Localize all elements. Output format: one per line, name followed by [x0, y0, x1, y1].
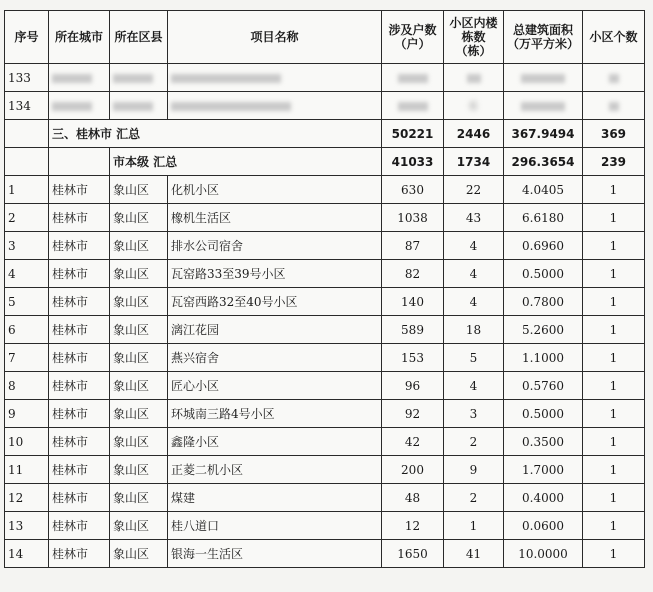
cell-district: 象山区 [110, 512, 168, 540]
cell-households: 1038 [382, 204, 444, 232]
cell-project: 漓江花园 [168, 316, 382, 344]
cell-project: 橡机生活区 [168, 204, 382, 232]
cell-project-obscured [168, 92, 382, 120]
cell-district: 象山区 [110, 372, 168, 400]
obscured-row [5, 64, 645, 92]
cell-no: 8 [5, 372, 49, 400]
cell-households: 140 [382, 288, 444, 316]
level-total-area: 296.3654 [504, 148, 583, 176]
cell-project: 排水公司宿舍 [168, 232, 382, 260]
cell-city: 桂林市 [49, 540, 110, 568]
cell-city: 桂林市 [49, 204, 110, 232]
cell-households: 48 [382, 484, 444, 512]
header-no: 序号 [5, 11, 49, 64]
cell-buildings: 6 [444, 92, 504, 120]
cell-no: 14 [5, 540, 49, 568]
cell-count: 1 [583, 176, 645, 204]
cell-district: 象山区 [110, 344, 168, 372]
cell-area: 0.4000 [504, 484, 583, 512]
cell-area-obscured [504, 92, 583, 120]
cell-buildings: 4 [444, 260, 504, 288]
table-row [5, 456, 645, 484]
cell-city: 桂林市 [49, 456, 110, 484]
cell-count: 1 [583, 484, 645, 512]
cell-count: 1 [583, 232, 645, 260]
cell-district: 象山区 [110, 428, 168, 456]
cell-buildings: 5 [444, 344, 504, 372]
cell-district-obscured [110, 92, 168, 120]
cell-empty [5, 120, 49, 148]
cell-district: 象山区 [110, 260, 168, 288]
level-total-buildings: 1734 [444, 148, 504, 176]
level-total-row [5, 148, 645, 176]
level-total-households: 41033 [382, 148, 444, 176]
cell-buildings: 43 [444, 204, 504, 232]
cell-city: 桂林市 [49, 260, 110, 288]
cell-area: 1.1000 [504, 344, 583, 372]
cell-project: 煤建 [168, 484, 382, 512]
cell-project-obscured [168, 64, 382, 92]
cell-district-obscured [110, 64, 168, 92]
cell-city: 桂林市 [49, 316, 110, 344]
table-row [5, 288, 645, 316]
cell-project: 银海一生活区 [168, 540, 382, 568]
cell-city: 桂林市 [49, 232, 110, 260]
cell-count: 1 [583, 428, 645, 456]
cell-households: 42 [382, 428, 444, 456]
cell-area-obscured [504, 64, 583, 92]
cell-count-obscured [583, 92, 645, 120]
cell-project: 鑫隆小区 [168, 428, 382, 456]
table-row [5, 316, 645, 344]
cell-count: 1 [583, 316, 645, 344]
cell-no: 3 [5, 232, 49, 260]
cell-city: 桂林市 [49, 400, 110, 428]
cell-count: 1 [583, 372, 645, 400]
table-row [5, 540, 645, 568]
table-row [5, 260, 645, 288]
cell-area: 10.0000 [504, 540, 583, 568]
cell-project: 正菱二机小区 [168, 456, 382, 484]
cell-project: 瓦窑西路32至40号小区 [168, 288, 382, 316]
cell-buildings: 2 [444, 484, 504, 512]
table-row [5, 344, 645, 372]
cell-count: 1 [583, 540, 645, 568]
cell-no: 6 [5, 316, 49, 344]
cell-households-obscured [382, 64, 444, 92]
cell-households-obscured [382, 92, 444, 120]
cell-buildings: 3 [444, 400, 504, 428]
cell-no: 4 [5, 260, 49, 288]
city-total-households: 50221 [382, 120, 444, 148]
table-row [5, 512, 645, 540]
cell-buildings: 4 [444, 232, 504, 260]
header-district: 所在区县 [110, 11, 168, 64]
cell-count-obscured [583, 64, 645, 92]
cell-city: 桂林市 [49, 512, 110, 540]
table-row [5, 232, 645, 260]
header-households: 涉及户数（户） [382, 11, 444, 64]
cell-no: 10 [5, 428, 49, 456]
cell-count: 1 [583, 512, 645, 540]
cell-project: 化机小区 [168, 176, 382, 204]
cell-project: 瓦窑路33至39号小区 [168, 260, 382, 288]
cell-buildings: 18 [444, 316, 504, 344]
cell-buildings: 22 [444, 176, 504, 204]
cell-district: 象山区 [110, 176, 168, 204]
cell-no: 11 [5, 456, 49, 484]
cell-no: 2 [5, 204, 49, 232]
cell-buildings: 2 [444, 428, 504, 456]
cell-area: 0.5000 [504, 260, 583, 288]
cell-households: 87 [382, 232, 444, 260]
cell-buildings: 41 [444, 540, 504, 568]
cell-households: 92 [382, 400, 444, 428]
cell-count: 1 [583, 400, 645, 428]
cell-no: 7 [5, 344, 49, 372]
cell-count: 1 [583, 260, 645, 288]
cell-city: 桂林市 [49, 372, 110, 400]
level-total-label: 市本级 汇总 [110, 148, 382, 176]
cell-buildings: 4 [444, 288, 504, 316]
cell-no: 134 [5, 92, 49, 120]
level-total-count: 239 [583, 148, 645, 176]
cell-district: 象山区 [110, 400, 168, 428]
table-row [5, 400, 645, 428]
table-row [5, 176, 645, 204]
cell-no: 9 [5, 400, 49, 428]
cell-city: 桂林市 [49, 428, 110, 456]
cell-households: 153 [382, 344, 444, 372]
cell-city: 桂林市 [49, 344, 110, 372]
cell-city: 桂林市 [49, 176, 110, 204]
cell-area: 0.6960 [504, 232, 583, 260]
city-total-area: 367.9494 [504, 120, 583, 148]
cell-empty [49, 148, 110, 176]
header-buildings: 小区内楼栋数（栋） [444, 11, 504, 64]
cell-project: 环城南三路4号小区 [168, 400, 382, 428]
cell-households: 589 [382, 316, 444, 344]
cell-no: 5 [5, 288, 49, 316]
header-project: 项目名称 [168, 11, 382, 64]
cell-district: 象山区 [110, 484, 168, 512]
cell-households: 200 [382, 456, 444, 484]
cell-buildings: 4 [444, 372, 504, 400]
cell-area: 0.0600 [504, 512, 583, 540]
cell-buildings: 9 [444, 456, 504, 484]
city-total-row [5, 120, 645, 148]
cell-district: 象山区 [110, 540, 168, 568]
obscured-row [5, 92, 645, 120]
cell-city: 桂林市 [49, 288, 110, 316]
cell-count: 1 [583, 456, 645, 484]
cell-households: 12 [382, 512, 444, 540]
header-area: 总建筑面积（万平方米） [504, 11, 583, 64]
cell-count: 1 [583, 344, 645, 372]
cell-households: 630 [382, 176, 444, 204]
cell-households: 96 [382, 372, 444, 400]
cell-households: 1650 [382, 540, 444, 568]
cell-count: 1 [583, 288, 645, 316]
document-sheet [4, 10, 649, 568]
cell-households: 82 [382, 260, 444, 288]
cell-no: 133 [5, 64, 49, 92]
cell-city: 桂林市 [49, 484, 110, 512]
cell-district: 象山区 [110, 316, 168, 344]
cell-no: 1 [5, 176, 49, 204]
cell-area: 0.5760 [504, 372, 583, 400]
cell-area: 0.5000 [504, 400, 583, 428]
cell-buildings-obscured [444, 64, 504, 92]
table-row [5, 428, 645, 456]
cell-project: 匠心小区 [168, 372, 382, 400]
cell-city-obscured [49, 64, 110, 92]
cell-buildings: 1 [444, 512, 504, 540]
cell-district: 象山区 [110, 456, 168, 484]
cell-area: 4.0405 [504, 176, 583, 204]
cell-area: 6.6180 [504, 204, 583, 232]
header-count: 小区个数 [583, 11, 645, 64]
cell-empty [5, 148, 49, 176]
cell-area: 0.7800 [504, 288, 583, 316]
header-row [5, 11, 645, 64]
cell-project: 桂八道口 [168, 512, 382, 540]
table-row [5, 484, 645, 512]
table-row [5, 204, 645, 232]
cell-area: 1.7000 [504, 456, 583, 484]
cell-district: 象山区 [110, 232, 168, 260]
table-row [5, 372, 645, 400]
cell-district: 象山区 [110, 288, 168, 316]
cell-count: 1 [583, 204, 645, 232]
header-city: 所在城市 [49, 11, 110, 64]
cell-project: 燕兴宿舍 [168, 344, 382, 372]
cell-district: 象山区 [110, 204, 168, 232]
city-total-label: 三、桂林市 汇总 [49, 120, 382, 148]
cell-no: 13 [5, 512, 49, 540]
city-total-buildings: 2446 [444, 120, 504, 148]
cell-no: 12 [5, 484, 49, 512]
cell-area: 0.3500 [504, 428, 583, 456]
cell-city-obscured [49, 92, 110, 120]
city-total-count: 369 [583, 120, 645, 148]
community-table [4, 10, 645, 568]
cell-area: 5.2600 [504, 316, 583, 344]
